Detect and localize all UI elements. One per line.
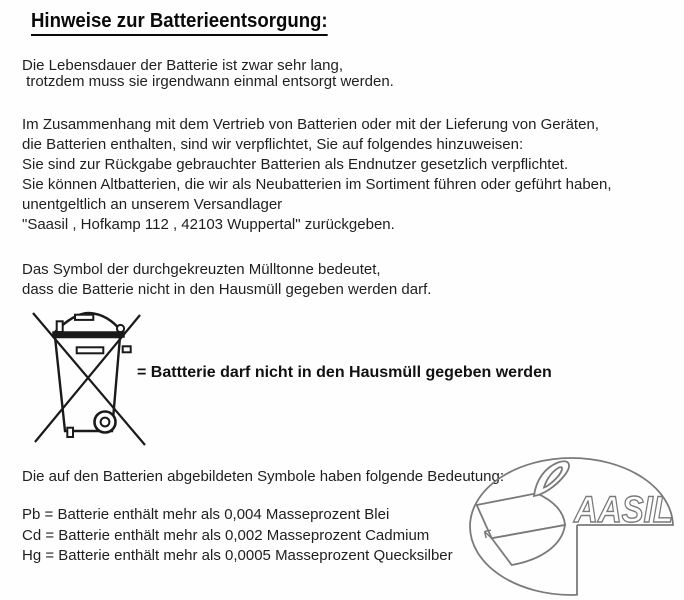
text-line: Sie sind zur Rückgabe gebrauchter Batterien als Endnutzer gesetzlich verpflichtet.: [22, 156, 569, 173]
bin-slot: [77, 347, 104, 353]
logo-notch-mask: [578, 526, 684, 600]
bin-lid-handle: [75, 315, 93, 320]
bin-knob: [117, 325, 124, 332]
saasil-logo-watermark: [454, 450, 684, 600]
text-line: trotzdem muss sie irgendwann einmal entsorgt werden.: [22, 72, 394, 90]
text-line: Sie können Altbatterien, die wir als Neubatterien im Sortiment führen oder geführt haben,: [22, 176, 612, 193]
text-line: Das Symbol der durchgekreuzten Mülltonne bedeutet,: [22, 261, 381, 278]
code-line-pb: Pb = Batterie enthält mehr als 0,004 Masseprozent Blei: [22, 506, 390, 523]
code-line-cd: Cd = Batterie enthält mehr als 0,002 Masseprozent Cadmium: [22, 526, 430, 544]
text-line: dass die Batterie nicht in den Hausmüll gegeben werden darf.: [22, 281, 432, 298]
bin-wheel-hub: [101, 418, 110, 427]
paragraph-symbol-meaning: [22, 260, 431, 300]
paragraph-battery-lifespan: [22, 58, 394, 89]
bin-side-handle: [123, 346, 131, 352]
text-line: die Batterien enthalten, sind wir verpflichtet, Sie auf folgendes hinzuweisen:: [22, 136, 524, 153]
page-title: Hinweise zur Batterieentsorgung:: [31, 10, 328, 36]
paragraph-symbols-intro: [22, 467, 504, 487]
text-line: unentgeltlich an unserem Versandlager: [22, 196, 283, 213]
text-line: Die auf den Batterien abgebildeten Symbole haben folgende Bedeutung:: [22, 468, 505, 485]
text-line: Die Lebensdauer der Batterie ist zwar sehr lang,: [22, 57, 344, 74]
logo-text: AASIL: [573, 489, 673, 530]
bin-foot: [67, 428, 73, 437]
paragraph-return-obligation: [22, 115, 612, 235]
code-line-hg: Hg = Batterie enthält mehr als 0,0005 Masseprozent Quecksilber: [22, 547, 453, 564]
text-line: Im Zusammenhang mit dem Vertrieb von Batterien oder mit der Lieferung von Geräten,: [22, 116, 599, 133]
paragraph-symbol-codes: [22, 505, 453, 567]
bin-hinge: [57, 321, 63, 332]
return-address-line: "Saasil , Hofkamp 112 , 42103 Wuppertal" zurückgeben.: [22, 216, 395, 233]
bin-caption: = Battterie darf nicht in den Hausmüll gegeben werden: [137, 364, 552, 381]
